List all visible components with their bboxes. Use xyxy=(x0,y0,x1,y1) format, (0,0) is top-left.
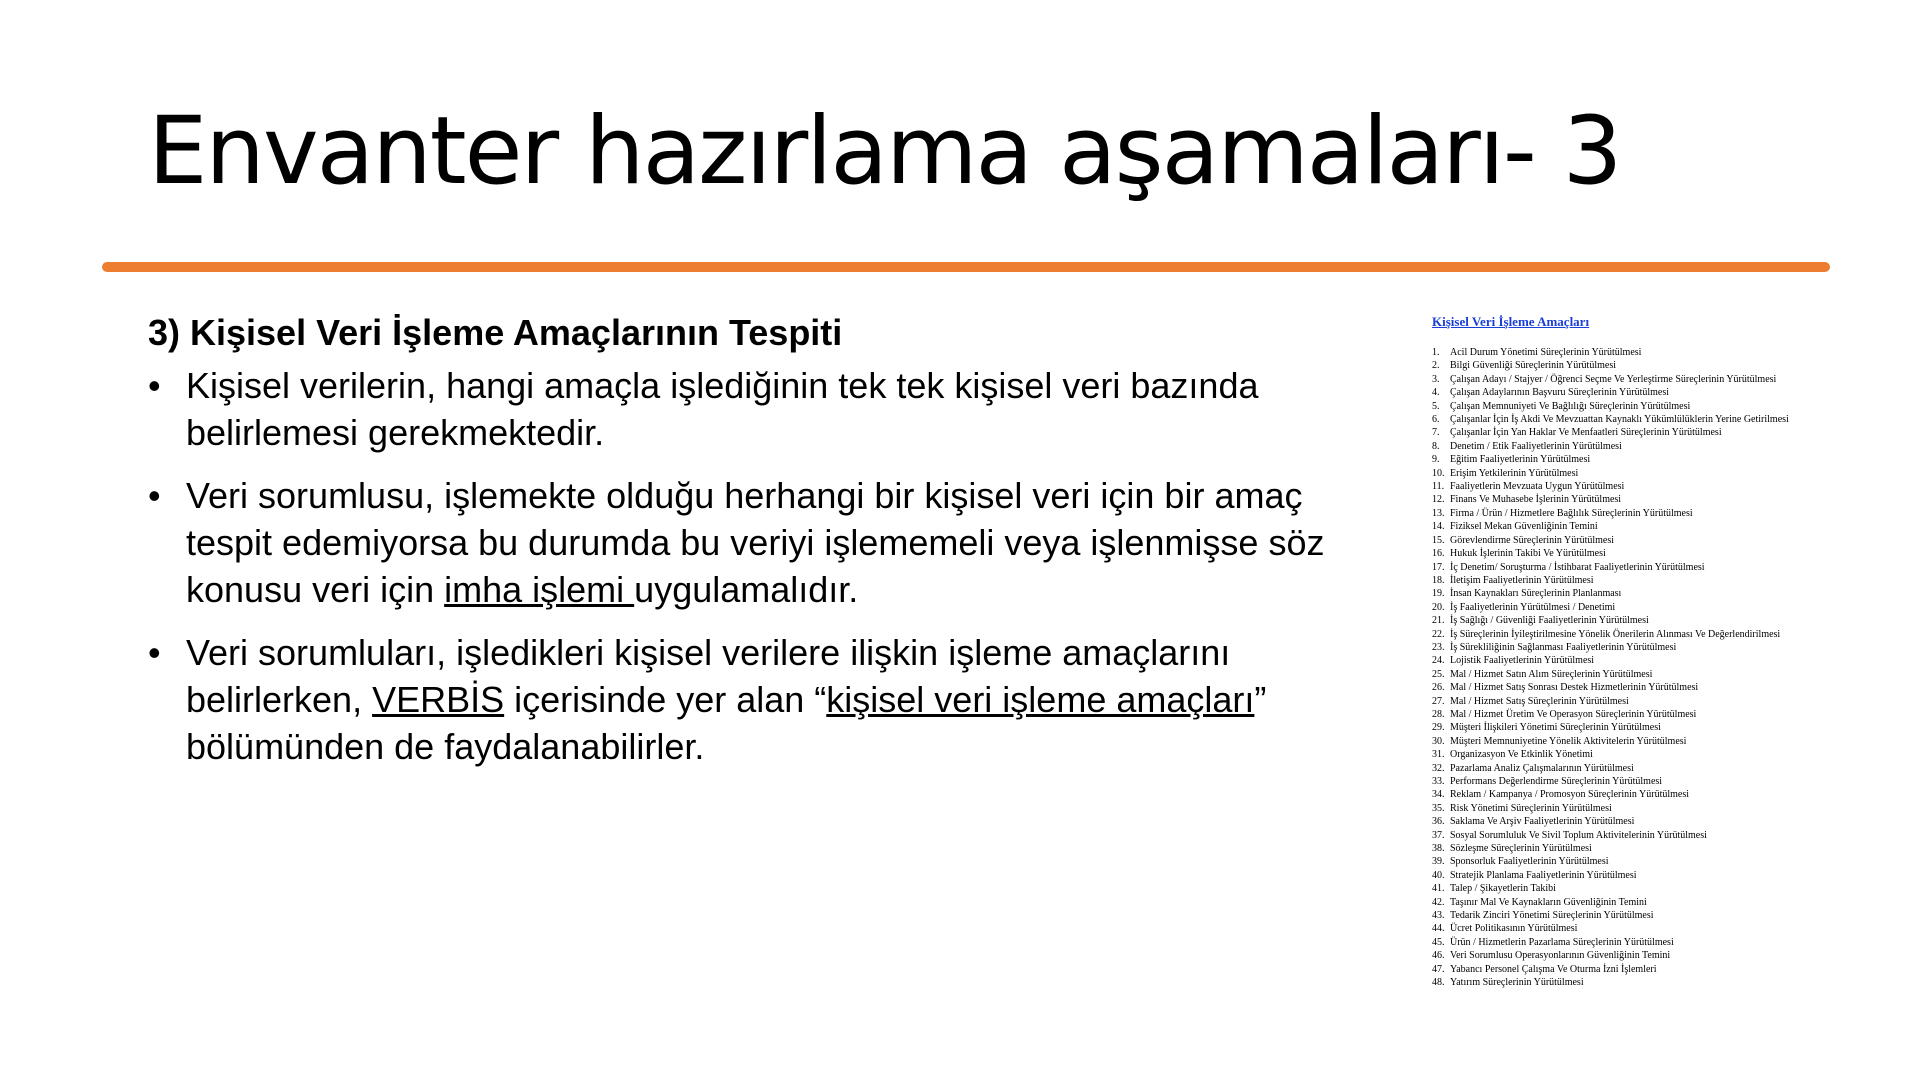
purpose-list-item xyxy=(1432,614,1902,627)
purpose-text: Hukuk İşlerinin Takibi Ve Yürütülmesi xyxy=(1450,548,1606,560)
bullet-item xyxy=(148,472,1398,613)
purpose-number: 34. xyxy=(1432,789,1445,801)
purpose-text: Mal / Hizmet Üretim Ve Operasyon Süreçlerinin Yürütülmesi xyxy=(1450,708,1697,720)
purpose-text: Organizasyon Ve Etkinlik Yönetimi xyxy=(1450,749,1593,761)
purpose-number: 21. xyxy=(1432,615,1445,627)
purpose-number: 8. xyxy=(1432,440,1440,452)
purpose-number: 44. xyxy=(1432,923,1445,935)
purpose-list-item xyxy=(1432,775,1902,788)
purpose-number: 32. xyxy=(1432,762,1445,774)
purpose-text: Sosyal Sorumluluk Ve Sivil Toplum Aktivitelerinin Yürütülmesi xyxy=(1450,829,1707,841)
purpose-list-item xyxy=(1432,493,1902,506)
bullet-marker: • xyxy=(148,365,161,406)
purpose-text: Çalışanlar İçin Yan Haklar Ve Menfaatleri Süreçlerinin Yürütülmesi xyxy=(1450,427,1722,439)
title-divider xyxy=(102,262,1830,272)
purpose-list-item xyxy=(1432,480,1902,493)
purpose-text: Taşınır Mal Ve Kaynakların Güvenliğinin Temini xyxy=(1450,896,1647,908)
purpose-text: Müşteri Memnuniyetine Yönelik Aktivitelerin Yürütülmesi xyxy=(1450,735,1687,747)
purpose-number: 27. xyxy=(1432,695,1445,707)
purpose-text: Denetim / Etik Faaliyetlerinin Yürütülmesi xyxy=(1450,440,1622,452)
purpose-text: Talep / Şikayetlerin Takibi xyxy=(1450,883,1556,895)
purpose-list-item xyxy=(1432,748,1902,761)
purpose-list-item xyxy=(1432,654,1902,667)
purpose-list-item xyxy=(1432,802,1902,815)
purpose-list-item xyxy=(1432,386,1902,399)
purpose-number: 31. xyxy=(1432,749,1445,761)
purpose-list-item xyxy=(1432,922,1902,935)
purpose-text: Eğitim Faaliyetlerinin Yürütülmesi xyxy=(1450,454,1591,466)
bullet-text: Veri sorumlusu, işlemekte olduğu herhangi bir kişisel veri için bir amaç tespit edemiyorsa bu durumda bu veriyi işlememeli veya işlenmişse söz konusu veri için xyxy=(186,475,1325,610)
purpose-number: 2. xyxy=(1432,360,1440,372)
purpose-list-item xyxy=(1432,547,1902,560)
purpose-list-item xyxy=(1432,695,1902,708)
purpose-list-item xyxy=(1432,467,1902,480)
purpose-list-item xyxy=(1432,426,1902,439)
bullet-list xyxy=(148,362,1398,770)
bullet-item xyxy=(148,362,1398,456)
purpose-list-item xyxy=(1432,668,1902,681)
purpose-text: Çalışanlar İçin İş Akdi Ve Mevzuattan Kaynaklı Yükümlülüklerin Yerine Getirilmesi xyxy=(1450,414,1789,426)
purpose-text: Finans Ve Muhasebe İşlerinin Yürütülmesi xyxy=(1450,494,1622,506)
purpose-number: 19. xyxy=(1432,588,1445,600)
purpose-text: Çalışan Memnuniyeti Ve Bağlılığı Süreçlerinin Yürütülmesi xyxy=(1450,400,1691,412)
purpose-number: 3. xyxy=(1432,373,1440,385)
purpose-number: 40. xyxy=(1432,869,1445,881)
purpose-number: 14. xyxy=(1432,521,1445,533)
purpose-text: Acil Durum Yönetimi Süreçlerinin Yürütülmesi xyxy=(1450,347,1642,358)
purpose-list-item xyxy=(1432,628,1902,641)
purpose-number: 45. xyxy=(1432,936,1445,948)
purpose-list-item xyxy=(1432,855,1902,868)
purpose-list-item xyxy=(1432,346,1902,359)
slide-title: Envanter hazırlama aşamaları- 3 xyxy=(148,97,1621,206)
purpose-number: 11. xyxy=(1432,481,1445,493)
purpose-number: 29. xyxy=(1432,722,1445,734)
purpose-text: Sponsorluk Faaliyetlerinin Yürütülmesi xyxy=(1450,856,1609,868)
purpose-text: Erişim Yetkilerinin Yürütülmesi xyxy=(1450,467,1579,479)
purpose-list-item xyxy=(1432,788,1902,801)
purpose-number: 1. xyxy=(1432,347,1440,358)
purpose-number: 10. xyxy=(1432,467,1445,479)
purpose-list-item xyxy=(1432,949,1902,962)
purpose-number: 22. xyxy=(1432,628,1445,640)
purpose-number: 28. xyxy=(1432,708,1445,720)
bullet-text: Veri sorumluları, işledikleri kişisel verilere ilişkin işleme amaçlarını belirlerken, xyxy=(186,632,1231,720)
purpose-list-item xyxy=(1432,574,1902,587)
purpose-number: 7. xyxy=(1432,427,1440,439)
purpose-number: 15. xyxy=(1432,534,1445,546)
imha-islemi-link[interactable]: imha işlemi xyxy=(444,569,635,610)
purpose-text: Bilgi Güvenliği Süreçlerinin Yürütülmesi xyxy=(1450,360,1616,372)
purpose-text: Ürün / Hizmetlerin Pazarlama Süreçlerinin Yürütülmesi xyxy=(1450,936,1674,948)
purpose-list-item xyxy=(1432,359,1902,372)
processing-purposes-link[interactable]: kişisel veri işleme amaçları xyxy=(826,679,1255,720)
purposes-document-image xyxy=(1432,314,1902,990)
bullet-text: ” bölümünden de faydalanabilirler. xyxy=(186,679,1267,767)
purpose-list-item xyxy=(1432,413,1902,426)
purpose-list-item xyxy=(1432,453,1902,466)
purpose-text: Veri Sorumlusu Operasyonlarının Güvenliğinin Temini xyxy=(1450,950,1671,962)
purpose-text: İş Süreçlerinin İyileştirilmesine Yönelik Önerilerin Alınması Ve Değerlendirilmesi xyxy=(1450,628,1781,640)
purpose-number: 36. xyxy=(1432,816,1445,828)
purpose-list-item xyxy=(1432,520,1902,533)
section-heading: 3) Kişisel Veri İşleme Amaçlarının Tespiti xyxy=(148,312,843,353)
purpose-list-item xyxy=(1432,909,1902,922)
purpose-number: 42. xyxy=(1432,896,1445,908)
purpose-list-item xyxy=(1432,976,1902,989)
purpose-list-item xyxy=(1432,896,1902,909)
purpose-text: Tedarik Zinciri Yönetimi Süreçlerinin Yürütülmesi xyxy=(1450,910,1654,922)
purpose-list-item xyxy=(1432,936,1902,949)
purpose-text: Performans Değerlendirme Süreçlerinin Yürütülmesi xyxy=(1450,776,1663,787)
purpose-text: Çalışan Adaylarının Başvuru Süreçlerinin Yürütülmesi xyxy=(1450,387,1670,399)
purpose-number: 46. xyxy=(1432,950,1445,962)
purpose-number: 48. xyxy=(1432,977,1445,989)
purpose-text: Pazarlama Analiz Çalışmalarının Yürütülmesi xyxy=(1450,762,1634,774)
purpose-list-item xyxy=(1432,681,1902,694)
purpose-list-item xyxy=(1432,869,1902,882)
purpose-number: 4. xyxy=(1432,387,1440,399)
purpose-list-item xyxy=(1432,829,1902,842)
bullet-text: Kişisel verilerin, hangi amaçla işlediğinin tek tek kişisel veri bazında belirlemesi gerekmektedir. xyxy=(186,365,1259,453)
bullet-item xyxy=(148,629,1398,770)
purpose-number: 39. xyxy=(1432,856,1445,868)
purpose-list-item xyxy=(1432,587,1902,600)
purpose-list-item xyxy=(1432,373,1902,386)
bullet-marker: • xyxy=(148,475,161,516)
slide-body xyxy=(148,310,1398,786)
purpose-text: Görevlendirme Süreçlerinin Yürütülmesi xyxy=(1450,534,1615,546)
purpose-number: 26. xyxy=(1432,682,1445,694)
purpose-text: İnsan Kaynakları Süreçlerinin Planlanması xyxy=(1450,588,1622,600)
purpose-list-item xyxy=(1432,762,1902,775)
purpose-text: İş Sağlığı / Güvenliği Faaliyetlerinin Yürütülmesi xyxy=(1450,615,1649,627)
purpose-text: Lojistik Faaliyetlerinin Yürütülmesi xyxy=(1450,655,1595,667)
purpose-number: 9. xyxy=(1432,454,1440,466)
purpose-number: 5. xyxy=(1432,400,1440,412)
purpose-text: Ücret Politikasının Yürütülmesi xyxy=(1450,923,1578,935)
purpose-text: Mal / Hizmet Satın Alım Süreçlerinin Yürütülmesi xyxy=(1450,668,1653,680)
purpose-text: İç Denetim/ Soruşturma / İstihbarat Faaliyetlerinin Yürütülmesi xyxy=(1450,561,1705,573)
purpose-number: 41. xyxy=(1432,883,1445,895)
purpose-list-item xyxy=(1432,815,1902,828)
purpose-number: 18. xyxy=(1432,574,1445,586)
purpose-text: Firma / Ürün / Hizmetlere Bağlılık Süreçlerinin Yürütülmesi xyxy=(1450,507,1693,519)
purpose-text: Fiziksel Mekan Güvenliğinin Temini xyxy=(1450,521,1598,533)
purpose-list-item xyxy=(1432,641,1902,654)
purpose-number: 35. xyxy=(1432,802,1445,814)
purposes-list xyxy=(1432,346,1902,990)
purpose-text: Çalışan Adayı / Stajyer / Öğrenci Seçme Ve Yerleştirme Süreçlerinin Yürütülmesi xyxy=(1450,373,1777,385)
purpose-list-item xyxy=(1432,721,1902,734)
purpose-text: Müşteri İlişkileri Yönetimi Süreçlerinin Yürütülmesi xyxy=(1450,722,1661,734)
purpose-text: İş Sürekliliğinin Sağlanması Faaliyetlerinin Yürütülmesi xyxy=(1450,641,1677,653)
purpose-list-item xyxy=(1432,507,1902,520)
purpose-text: Saklama Ve Arşiv Faaliyetlerinin Yürütülmesi xyxy=(1450,816,1635,828)
purpose-number: 16. xyxy=(1432,548,1445,560)
purpose-number: 37. xyxy=(1432,829,1445,841)
purpose-text: Faaliyetlerin Mevzuata Uygun Yürütülmesi xyxy=(1450,481,1625,493)
bullet-text: uygulamalıdır. xyxy=(634,569,859,610)
purpose-text: Yabancı Personel Çalışma Ve Oturma İzni İşlemleri xyxy=(1450,963,1657,975)
purpose-list-item xyxy=(1432,561,1902,574)
purpose-number: 6. xyxy=(1432,414,1440,426)
purpose-number: 13. xyxy=(1432,507,1445,519)
purpose-text: Mal / Hizmet Satış Süreçlerinin Yürütülmesi xyxy=(1450,695,1629,707)
bullet-text: içerisinde yer alan “ xyxy=(504,679,827,720)
purpose-number: 23. xyxy=(1432,641,1445,653)
purpose-text: İş Faaliyetlerinin Yürütülmesi / Denetimi xyxy=(1450,601,1616,613)
purpose-number: 47. xyxy=(1432,963,1445,975)
purpose-list-item xyxy=(1432,735,1902,748)
purpose-number: 38. xyxy=(1432,843,1445,855)
purpose-number: 25. xyxy=(1432,668,1445,680)
purpose-list-item xyxy=(1432,963,1902,976)
purposes-document-title[interactable]: Kişisel Veri İşleme Amaçları xyxy=(1432,314,1590,329)
purpose-text: Yatırım Süreçlerinin Yürütülmesi xyxy=(1450,977,1584,989)
purpose-number: 33. xyxy=(1432,776,1445,787)
purpose-list-item xyxy=(1432,400,1902,413)
purpose-text: Sözleşme Süreçlerinin Yürütülmesi xyxy=(1450,843,1592,855)
purpose-list-item xyxy=(1432,882,1902,895)
purpose-number: 24. xyxy=(1432,655,1445,667)
verbis-link[interactable]: VERBİS xyxy=(372,679,505,720)
bullet-marker: • xyxy=(148,632,161,673)
purpose-text: Stratejik Planlama Faaliyetlerinin Yürütülmesi xyxy=(1450,869,1637,881)
purpose-list-item xyxy=(1432,440,1902,453)
purpose-text: Mal / Hizmet Satış Sonrası Destek Hizmetlerinin Yürütülmesi xyxy=(1450,682,1699,694)
purpose-list-item xyxy=(1432,601,1902,614)
purpose-text: İletişim Faaliyetlerinin Yürütülmesi xyxy=(1450,574,1594,586)
purpose-text: Reklam / Kampanya / Promosyon Süreçlerinin Yürütülmesi xyxy=(1450,789,1690,801)
purpose-list-item xyxy=(1432,842,1902,855)
purpose-text: Risk Yönetimi Süreçlerinin Yürütülmesi xyxy=(1450,802,1612,814)
purpose-number: 17. xyxy=(1432,561,1445,573)
purpose-number: 30. xyxy=(1432,735,1445,747)
purpose-number: 20. xyxy=(1432,601,1445,613)
purpose-list-item xyxy=(1432,534,1902,547)
purpose-number: 12. xyxy=(1432,494,1445,506)
purpose-number: 43. xyxy=(1432,910,1445,922)
purpose-list-item xyxy=(1432,708,1902,721)
